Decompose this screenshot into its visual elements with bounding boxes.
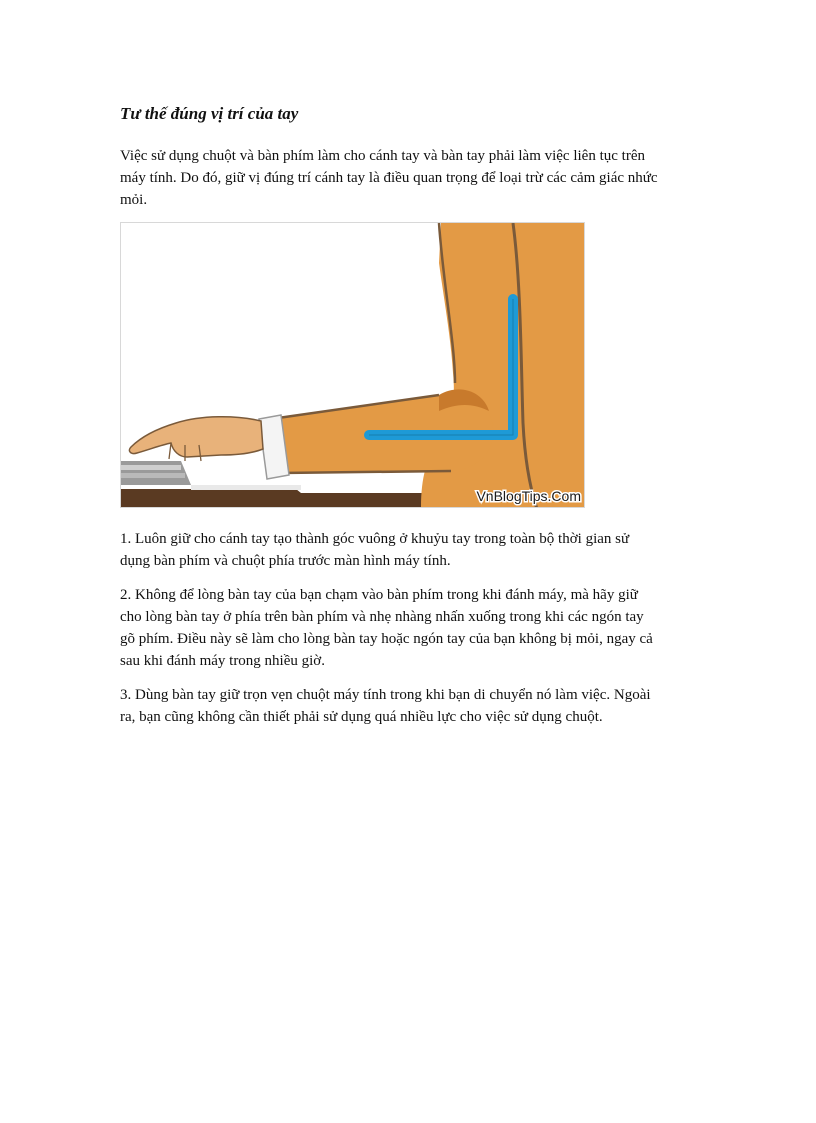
page-title: Tư thế đúng vị trí của tay [120, 104, 299, 123]
keyboard-keys [121, 465, 181, 470]
point-line: 3. Dùng bàn tay giữ trọn vẹn chuột máy tính trong khi bạn di chuyển nó làm việc. Ngoài [120, 687, 651, 703]
intro-line: Việc sử dụng chuột và bàn phím làm cho cánh tay và bàn tay phải làm việc liên tục trên [120, 148, 645, 164]
point-paragraph [120, 684, 710, 728]
arm-posture-drawing [121, 223, 585, 508]
point-line: 2. Không để lòng bàn tay của bạn chạm vào bàn phím trong khi đánh máy, mà hãy giữ [120, 587, 638, 603]
keyboard-keys [121, 473, 185, 478]
point-line: cho lòng bàn tay ở phía trên bàn phím và nhẹ nhàng nhấn xuống trong khi các ngón tay [120, 609, 644, 625]
intro-line: máy tính. Do đó, giữ vị đúng trí cánh tay là điều quan trọng để loại trừ các cảm giác nhức [120, 170, 658, 186]
figure-watermark: VnBlogTips.Com [476, 488, 581, 504]
hand [129, 417, 263, 457]
arm-posture-illustration [120, 222, 585, 508]
point-line: gõ phím. Điều này sẽ làm cho lòng bàn tay hoặc ngón tay của bạn không bị mỏi, ngay cả [120, 631, 653, 647]
desk-edge [191, 485, 301, 490]
point-paragraph [120, 528, 710, 572]
intro-paragraph [120, 145, 710, 211]
intro-line: mỏi. [120, 192, 148, 208]
point-line: dụng bàn phím và chuột phía trước màn hình máy tính. [120, 553, 451, 569]
point-line: 1. Luôn giữ cho cánh tay tạo thành góc vuông ở khuỷu tay trong toàn bộ thời gian sử [120, 531, 630, 547]
point-paragraph [120, 584, 710, 672]
point-line: sau khi đánh máy trong nhiều giờ. [120, 653, 325, 669]
point-line: ra, bạn cũng không cần thiết phải sử dụng quá nhiều lực cho việc sử dụng chuột. [120, 709, 603, 725]
